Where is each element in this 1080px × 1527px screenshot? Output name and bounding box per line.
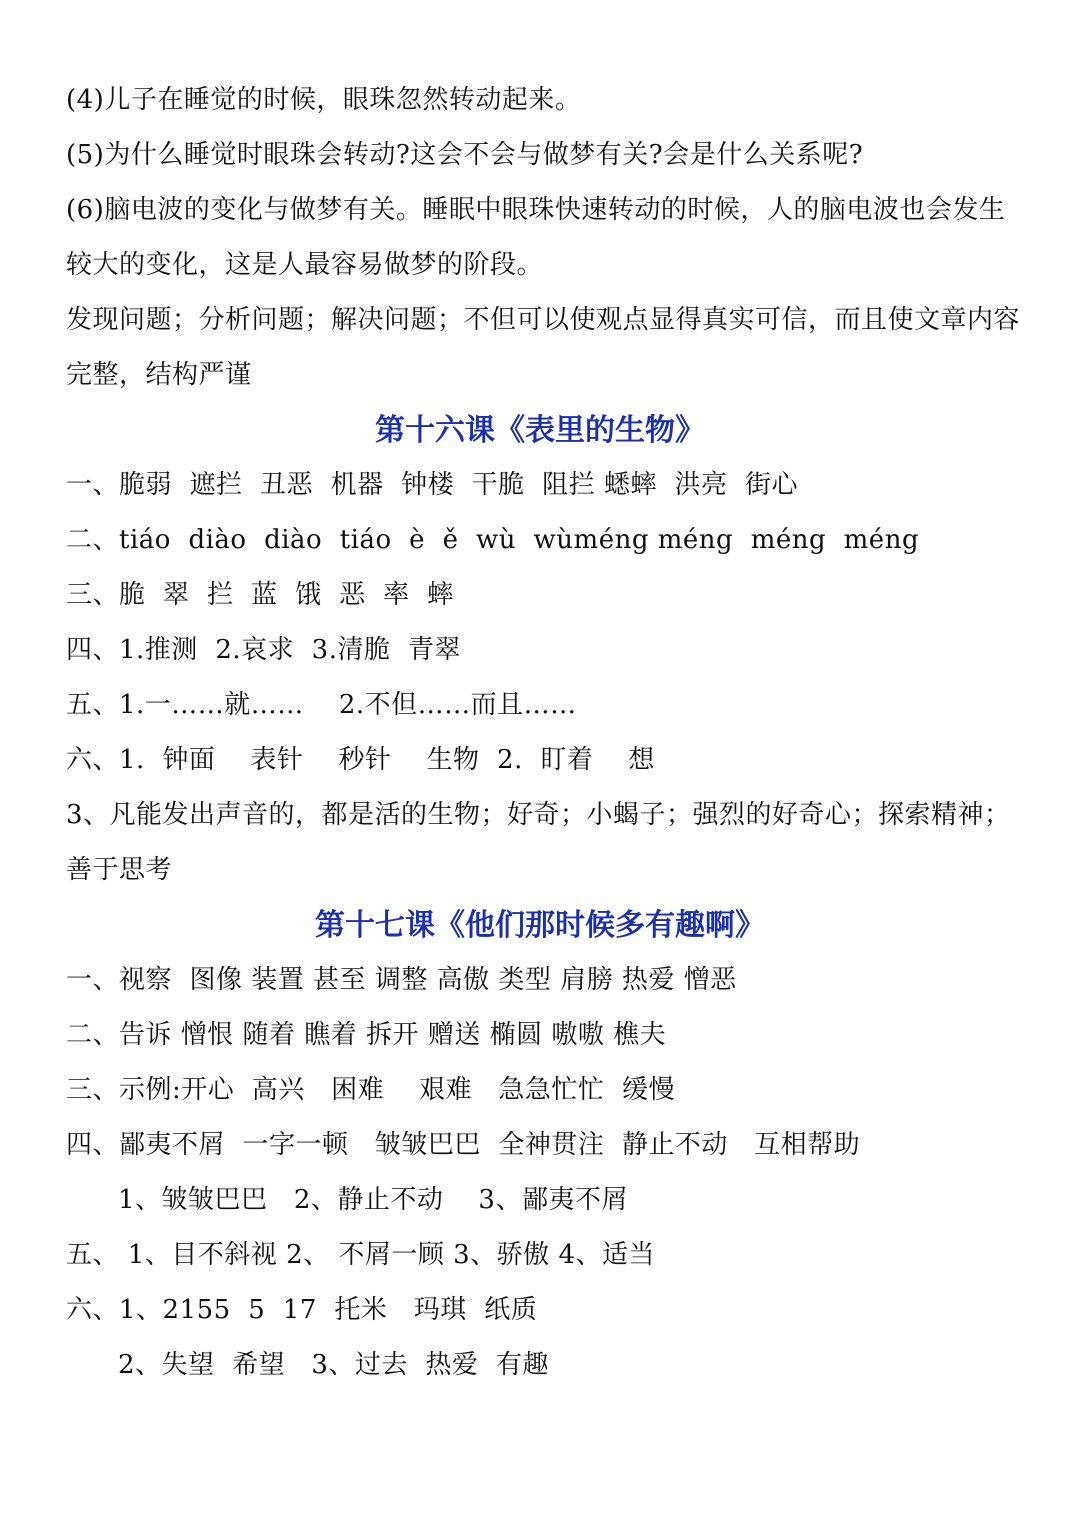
lesson17-line-3: 三、示例:开心 高兴 困难 艰难 急急忙忙 缓慢 — [66, 1075, 675, 1105]
lesson17-line-2: 二、告诉 憎恨 随着 瞧着 拆开 赠送 椭圆 嗷嗷 樵夫 — [66, 1020, 667, 1050]
lesson16-line-7: 3、凡能发出声音的，都是活的生物；好奇；小蝎子；强烈的好奇心；探索精神； — [66, 800, 1011, 830]
intro-summary-line: 发现问题；分析问题；解决问题；不但可以使观点显得真实可信，而且使文章内容 — [66, 305, 1021, 335]
lesson16-line-6: 六、1. 钟面 表针 秒针 生物 2. 盯着 想 — [66, 745, 655, 775]
lesson16-line-2: 二、tiáo diào diào tiáo è ě wù wùméng méng méng méng — [66, 525, 920, 555]
lesson16-line-8: 善于思考 — [66, 855, 173, 885]
intro-line-5: (5)为什么睡觉时眼珠会转动?这会不会与做梦有关?会是什么关系呢? — [66, 140, 864, 170]
lesson17-subline-1: 1、皱皱巴巴 2、静止不动 3、鄙夷不屑 — [118, 1185, 628, 1215]
intro-line-4: (4)儿子在睡觉的时候，眼珠忽然转动起来。 — [66, 85, 582, 115]
lesson17-subline-2: 2、失望 希望 3、过去 热爱 有趣 — [118, 1350, 549, 1380]
lesson17-line-6: 六、1、2155 5 17 托米 玛琪 纸质 — [66, 1295, 538, 1325]
intro-summary-cont: 完整，结构严谨 — [66, 360, 252, 390]
lesson16-line-1: 一、脆弱 遮拦 丑恶 机器 钟楼 干脆 阻拦 蟋蟀 洪亮 街心 — [66, 470, 798, 500]
intro-line-6: (6)脑电波的变化与做梦有关。睡眠中眼珠快速转动的时候，人的脑电波也会发生 — [66, 195, 1006, 225]
lesson16-line-4: 四、1.推测 2.哀求 3.清脆 青翠 — [66, 635, 462, 665]
lesson17-title: 第十七课《他们那时候多有趣啊》 — [315, 908, 765, 943]
lesson16-line-5: 五、1.一……就…… 2.不但……而且…… — [66, 690, 577, 720]
lesson17-line-4: 四、鄙夷不屑 一字一顿 皱皱巴巴 全神贯注 静止不动 互相帮助 — [66, 1130, 861, 1160]
lesson17-line-1: 一、视察 图像 装置 甚至 调整 高傲 类型 肩膀 热爱 憎恶 — [66, 965, 737, 995]
intro-line-6-cont: 较大的变化，这是人最容易做梦的阶段。 — [66, 250, 544, 280]
lesson16-title: 第十六课《表里的生物》 — [375, 413, 705, 448]
lesson17-line-5: 五、 1、目不斜视 2、 不屑一顾 3、骄傲 4、适当 — [66, 1240, 655, 1270]
lesson16-line-3: 三、脆 翠 拦 蓝 饿 恶 率 蟀 — [66, 580, 454, 610]
